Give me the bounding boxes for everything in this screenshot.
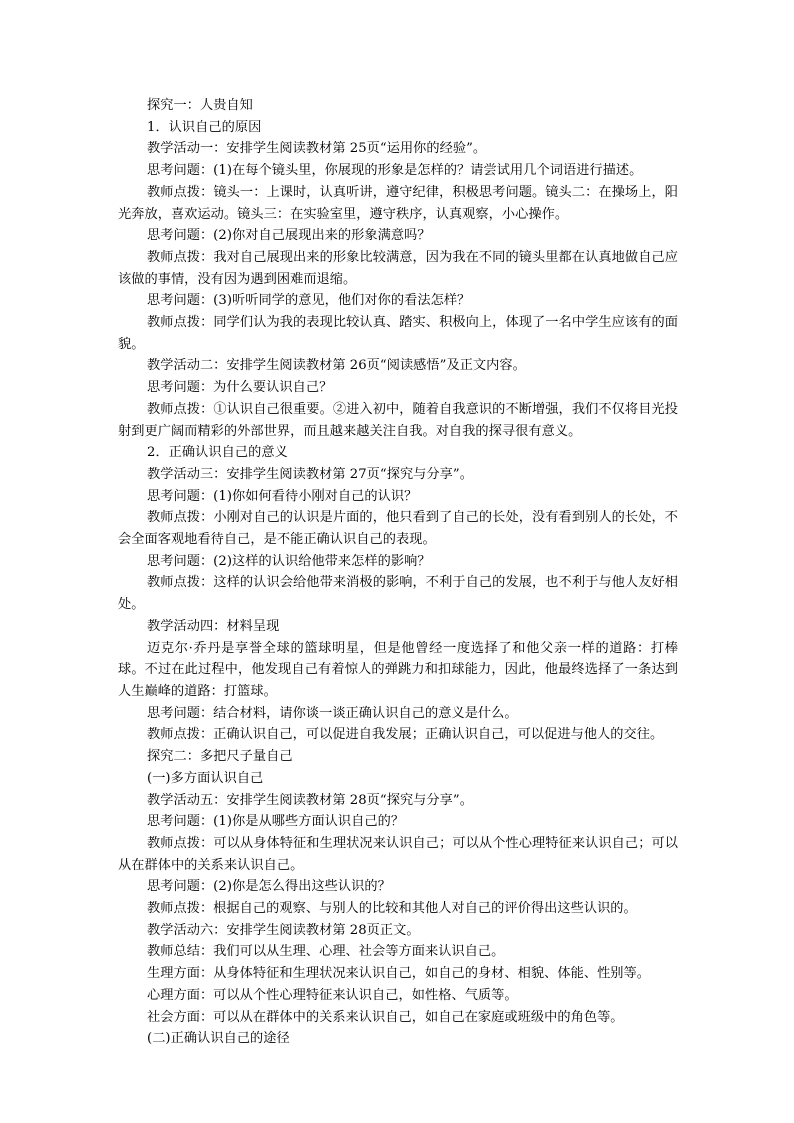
- paragraph: 教学活动六：安排学生阅读教材第 28页正文。: [147, 922, 420, 938]
- paragraph: 思考问题：(2)这样的认识给他带来怎样的影响？: [147, 553, 431, 569]
- paragraph: 教师点拨：我对自己展现出来的形象比较满意，因为我在不同的镜头里都在认真地做自己应该做的事情，没有因为遇到困难而退缩。: [118, 249, 678, 287]
- paragraph: 生理方面：从身体特征和生理状况来认识自己，如自己的身材、相貌、体能、性别等。: [147, 966, 651, 982]
- paragraph: 教师点拨：这样的认识会给他带来消极的影响，不利于自己的发展，也不利于与他人友好相处。: [118, 575, 678, 613]
- paragraph: 教师点拨：可以从身体特征和生理状况来认识自己；可以从个性心理特征来认识自己；可以从在群体中的关系来认识自己。: [118, 835, 678, 873]
- paragraph: 思考问题：(3)听听同学的意见，他们对你的看法怎样？: [147, 293, 471, 309]
- paragraph: 教师点拨：根据自己的观察、与别人的比较和其他人对自己的评价得出这些认识的。: [147, 901, 637, 917]
- subsection-heading: (二)正确认识自己的途径: [147, 1031, 290, 1047]
- paragraph: 社会方面：可以从在群体中的关系来认识自己，如自己在家庭或班级中的角色等。: [147, 1009, 624, 1025]
- section-heading: 探究二：多把尺子量自己: [147, 749, 293, 765]
- paragraph: 教师总结：我们可以从生理、心理、社会等方面来认识自己。: [147, 944, 505, 960]
- paragraph: 思考问题：(2)你是怎么得出这些认识的？: [147, 879, 391, 895]
- paragraph: 教师点拨：小刚对自己的认识是片面的，他只看到了自己的长处，没有看到别人的长处，不会全面客观地看待自己，是不能正确认识自己的表现。: [118, 510, 678, 548]
- paragraph: 教师点拨：正确认识自己，可以促进自我发展；正确认识自己，可以促进与他人的交往。: [147, 727, 664, 743]
- paragraph: 思考问题：(1)你如何看待小刚对自己的认识？: [147, 488, 418, 504]
- paragraph: 思考问题：(2)你对自己展现出来的形象满意吗？: [147, 228, 431, 244]
- paragraph: 教师点拨：镜头一：上课时，认真听讲，遵守纪律，积极思考问题。镜头二：在操场上，阳光奔放，喜欢运动。镜头三：在实验室里，遵守秩序，认真观察，小心操作。: [118, 184, 678, 222]
- paragraph: 教学活动二：安排学生阅读教材第 26页“阅读感悟”及正文内容。: [147, 358, 526, 374]
- paragraph: 思考问题：(1)你是从哪些方面认识自己的？: [147, 814, 405, 830]
- section-heading: 探究一：人贵自知: [147, 98, 253, 113]
- subsection-heading: 1．认识自己的原因: [147, 119, 262, 135]
- subsection-heading: (一)多方面认识自己: [147, 770, 264, 786]
- subsection-heading: 2．正确认识自己的意义: [147, 445, 288, 461]
- paragraph: 思考问题：为什么要认识自己？: [147, 380, 333, 396]
- paragraph: 教师点拨：同学们认为我的表现比较认真、踏实、积极向上，体现了一名中学生应该有的面貌。: [118, 315, 678, 352]
- document-body: [118, 95, 678, 1050]
- paragraph: 教学活动四：材料呈现: [147, 618, 280, 634]
- paragraph: 教学活动五：安排学生阅读教材第 28页“探究与分享”。: [147, 792, 473, 808]
- paragraph: 思考问题：结合材料，请你谈一谈正确认识自己的意义是什么。: [147, 705, 518, 721]
- paragraph: 心理方面：可以从个性心理特征来认识自己，如性格、气质等。: [147, 987, 518, 1003]
- paragraph: 思考问题：(1)在每个镜头里，你展现的形象是怎样的？请尝试用几个词语进行描述。: [147, 163, 643, 179]
- paragraph: 教学活动一：安排学生阅读教材第 25页“运用你的经验”。: [147, 141, 487, 157]
- paragraph: 教师点拨：①认识自己很重要。②进入初中，随着自我意识的不断增强，我们不仅将目光投射到更广阔而精彩的外部世界，而且越来越关注自我。对自我的探寻很有意义。: [118, 401, 678, 439]
- paragraph: 迈克尔·乔丹是享誉全球的篮球明星，但是他曾经一度选择了和他父亲一样的道路：打棒球。不过在此过程中，他发现自己有着惊人的弹跳力和扣球能力，因此，他最终选择了一条达到人生巅峰的道路：打篮球。: [118, 640, 678, 699]
- paragraph: 教学活动三：安排学生阅读教材第 27页“探究与分享”。: [147, 466, 473, 482]
